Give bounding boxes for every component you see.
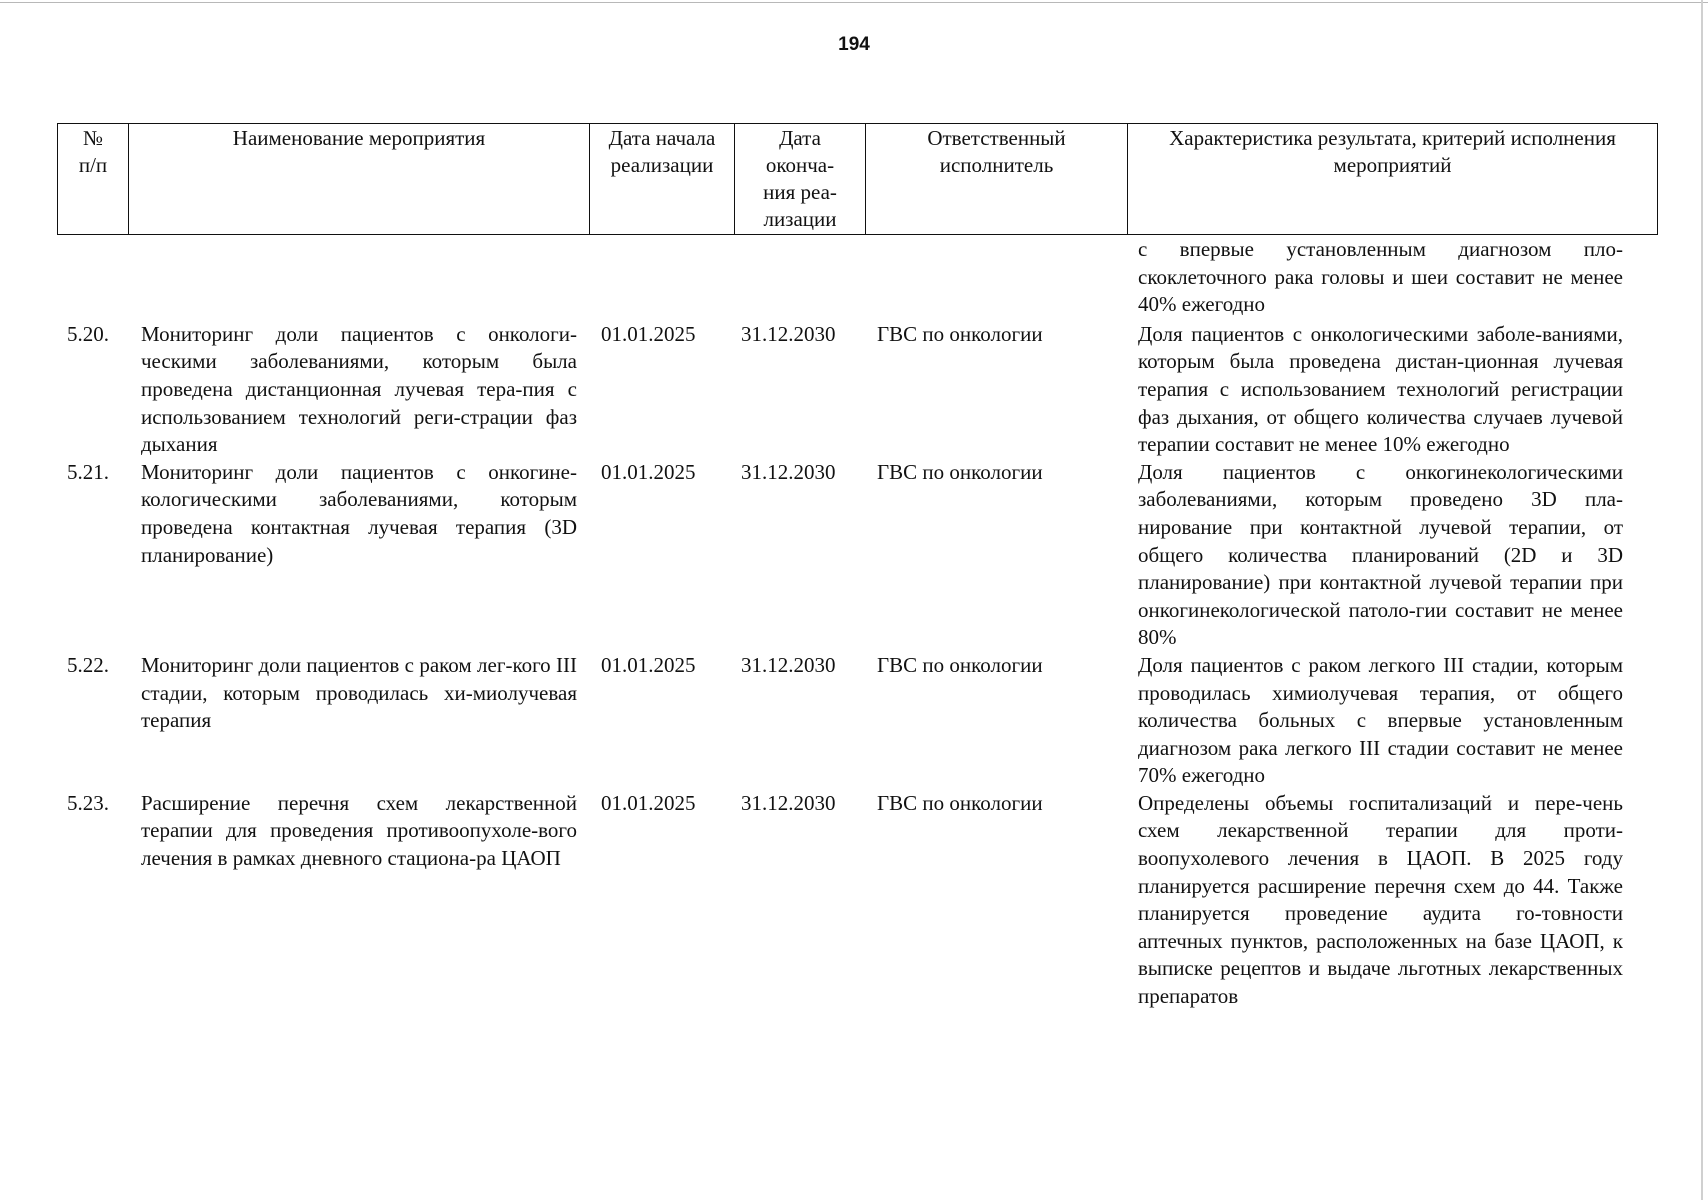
row-end-date: 31.12.2030 <box>741 459 836 484</box>
header-result: Характеристика результата, критерий исполнения мероприятий <box>1128 124 1658 235</box>
table-row-continuation <box>57 236 1657 319</box>
row-name: Расширение перечня схем лекарственной терапии для проведения противоопухоле-вого лечения в рамках дневного стациона-ра ЦАОП <box>141 790 577 871</box>
row-executor: ГВС по онкологии <box>877 790 1043 815</box>
page-number: 194 <box>838 34 870 55</box>
header-executor: Ответственный исполнитель <box>866 124 1128 235</box>
continuation-result: с впервые установленным диагнозом пло-скоклеточного рака головы и шеи составит не менее 40% ежегодно <box>1138 237 1623 317</box>
row-start-date: 01.01.2025 <box>601 321 696 346</box>
header-start-date: Дата начала реализации <box>590 124 735 235</box>
row-result: Определены объемы госпитализаций и пере-чень схем лекарственной терапии для проти-воопухолевого лечения в ЦАОП. В 2025 году планируется расширение перечня схем до 44. Также планируется проведение аудита го-товности аптечных пунктов, расположенных на базе ЦАОП, к выписке рецептов и выдаче льготных лекарственных препаратов <box>1138 790 1623 1009</box>
table-row <box>57 790 1657 1011</box>
row-name: Мониторинг доли пациентов с раком лег-кого III стадии, которым проводилась хи-миолучевая терапия <box>141 652 577 733</box>
row-end-date: 31.12.2030 <box>741 321 836 346</box>
row-executor: ГВС по онкологии <box>877 459 1043 484</box>
row-start-date: 01.01.2025 <box>601 652 696 677</box>
row-num: 5.22. <box>67 652 109 677</box>
row-num: 5.20. <box>67 321 109 346</box>
row-result: Доля пациентов с раком легкого III стадии, которым проводилась химиолучевая терапия, от общего количества больных с впервые установленным диагнозом рака легкого III стадии составит не менее 70% ежегодно <box>1138 652 1623 788</box>
header-end-date: Дата оконча-ния реа-лизации <box>735 124 866 235</box>
row-num: 5.21. <box>67 459 109 484</box>
row-executor: ГВС по онкологии <box>877 652 1043 677</box>
row-end-date: 31.12.2030 <box>741 652 836 677</box>
scan-right-edge <box>1701 0 1703 1200</box>
row-result: Доля пациентов с онкологическими заболе-ваниями, которым была проведена дистан-ционная лучевая терапия с использованием технологий регистрации фаз дыхания, от общего количества случаев лучевой терапии составит не менее 10% ежегодно <box>1138 321 1623 457</box>
row-end-date: 31.12.2030 <box>741 790 836 815</box>
row-start-date: 01.01.2025 <box>601 790 696 815</box>
table-header <box>57 123 1658 235</box>
table-row <box>57 321 1657 459</box>
row-name: Мониторинг доли пациентов с онкологи-ческими заболеваниями, которым была проведена дистанционная лучевая тера-пия с использованием технологий реги-страции фаз дыхания <box>141 321 577 457</box>
row-result: Доля пациентов с онкогинекологическими заболеваниями, которым проведено 3D пла-нирование при контактной лучевой терапии, от общего количества планирований (2D и 3D планирование) при контактной лучевой терапии при онкогинекологической патоло-гии составит не менее 80% <box>1138 459 1623 650</box>
header-num: № п/п <box>58 124 129 235</box>
header-row <box>58 124 1658 235</box>
table-row <box>57 459 1657 652</box>
row-executor: ГВС по онкологии <box>877 321 1043 346</box>
scan-top-edge <box>0 2 1708 3</box>
table-row <box>57 652 1657 790</box>
row-start-date: 01.01.2025 <box>601 459 696 484</box>
row-name: Мониторинг доли пациентов с онкогине-кологическими заболеваниями, которым проведена контактная лучевая терапия (3D планирование) <box>141 459 577 567</box>
row-num: 5.23. <box>67 790 109 815</box>
header-name: Наименование мероприятия <box>129 124 590 235</box>
table-body <box>57 236 1657 1011</box>
